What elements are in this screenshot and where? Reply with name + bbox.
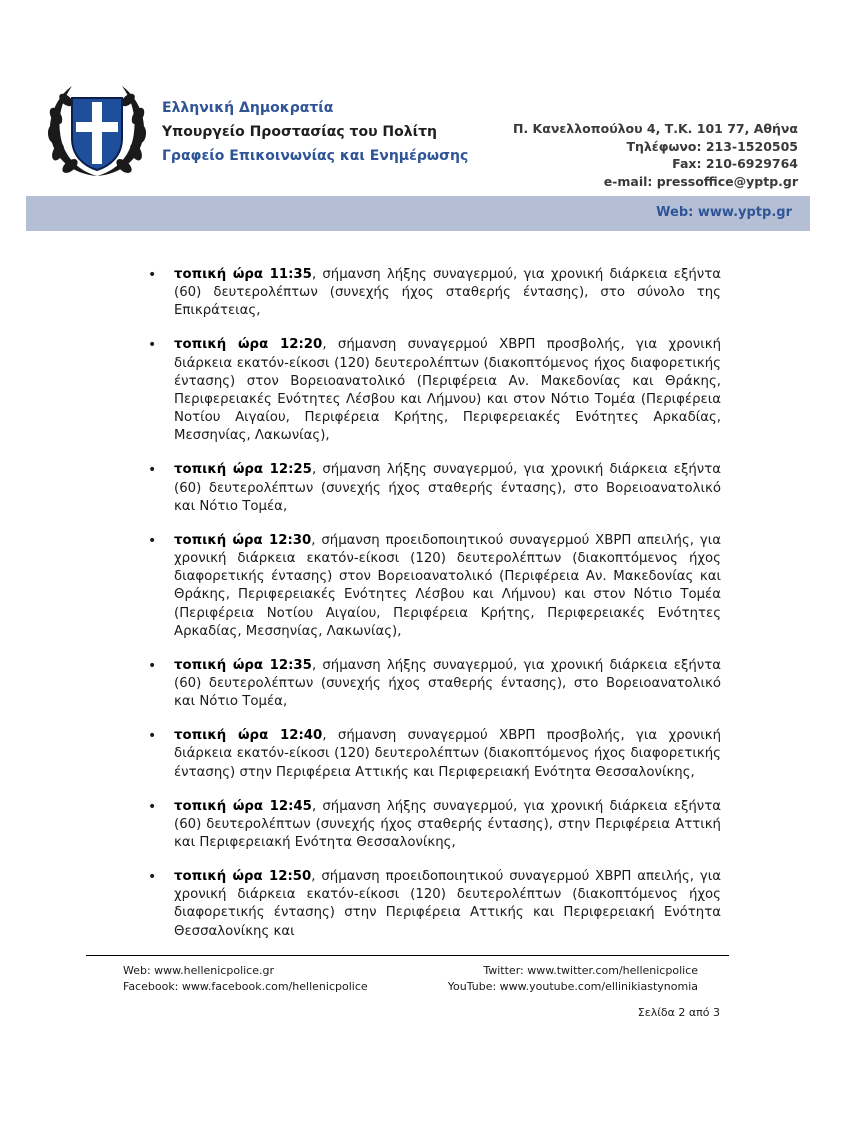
- organization-block: [162, 96, 468, 168]
- item-text: , σήμανση λήξης συναγερμού, για χρονική διάρκεια εξήντα (60) δευτερολέπτων (συνεχής ήχος σταθερής έντασης), στο σύνολο της Επικράτειας,: [174, 267, 721, 319]
- org-ministry: Υπουργείο Προστασίας του Πολίτη: [162, 124, 437, 140]
- contact-address: Π. Κανελλοπούλου 4, Τ.Κ. 101 77, Αθήνα: [513, 121, 798, 136]
- item-time: τοπική ώρα 12:45: [174, 798, 312, 814]
- bullet-icon: •: [148, 337, 157, 354]
- item-time: τοπική ώρα 11:35: [174, 267, 312, 282]
- item-time: τοπική ώρα 12:30: [174, 532, 312, 548]
- item-text: , σήμανση λήξης συναγερμού, για χρονική διάρκεια εξήντα (60) δευτερολέπτων (συνεχής ήχος σταθερής έντασης), στο Βορειοανατολικό και Νότιο Τομέα,: [174, 462, 721, 514]
- bullet-icon: •: [148, 267, 157, 283]
- list-item: [148, 266, 721, 321]
- org-office: Γραφείο Επικοινωνίας και Ενημέρωσης: [162, 148, 469, 164]
- web-link[interactable]: Web: www.yptp.gr: [656, 205, 792, 220]
- item-text: , σήμανση λήξης συναγερμού, για χρονική διάρκεια εξήντα (60) δευτερολέπτων (συνεχής ήχος σταθερής έντασης), στο Βορειοανατολικό και Νότιο Τομέα,: [174, 657, 721, 710]
- org-country: Ελληνική Δημοκρατία: [162, 100, 334, 116]
- alert-schedule-list: [148, 266, 721, 957]
- footer-divider: [86, 955, 729, 956]
- footer-left: [123, 963, 368, 994]
- footer-web-link[interactable]: Web: www.hellenicpolice.gr: [123, 964, 274, 977]
- greek-coat-of-arms-icon: [42, 76, 152, 182]
- item-text: , σήμανση προειδοποιητικού συναγερμού ΧΒΡΠ απειλής, για χρονική διάρκεια εκατόν-είκοσι (120) δευτερολέπτων (διακοπτόμενος ήχος διαφορετικής έντασης) στον Βορειοανατολικό (Περιφέρεια Αν. Μακεδονίας και Θράκης, Περιφερειακές Ενότητες Λέσβου και Λήμνου) και στον Νότιο Τομέα (Περιφέρεια Νοτίου Αιγαίου, Περιφέρεια Κρήτης, Περιφερειακές Ενότητες Αρκαδίας, Μεσσηνίας, Λακωνίας),: [174, 532, 721, 639]
- contact-block: [513, 120, 798, 190]
- item-text: , σήμανση λήξης συναγερμού, για χρονική διάρκεια εξήντα (60) δευτερολέπτων (συνεχής ήχος σταθερής έντασης), στην Περιφέρεια Αττική και Περιφερειακή Ενότητα Θεσσαλονίκης,: [174, 798, 721, 851]
- item-time: τοπική ώρα 12:50: [174, 869, 312, 885]
- contact-email[interactable]: e-mail: pressoffice@yptp.gr: [603, 173, 798, 189]
- list-item: [148, 798, 721, 853]
- contact-fax: Fax: 210-6929764: [672, 156, 798, 171]
- bullet-icon: •: [148, 798, 157, 815]
- footer-right: [448, 963, 698, 994]
- web-banner: [26, 196, 810, 231]
- item-time: τοπική ώρα 12:20: [174, 337, 323, 353]
- page-number: Σελίδα 2 από 3: [637, 1006, 720, 1019]
- footer-facebook-link[interactable]: Facebook: www.facebook.com/hellenicpolice: [123, 979, 368, 993]
- item-text: , σήμανση προειδοποιητικού συναγερμού ΧΒΡΠ απειλής, για χρονική διάρκεια εκατόν-είκοσι (120) δευτερολέπτων (διακοπτόμενος ήχος διαφορετικής έντασης) στην Περιφέρεια Αττικής και Περιφερειακή Ενότητα Θεσσαλονίκης και: [174, 869, 721, 939]
- footer-twitter-link[interactable]: Twitter: www.twitter.com/hellenicpolice: [483, 964, 698, 977]
- list-item: [148, 336, 721, 445]
- list-item: [148, 727, 721, 782]
- list-item: [148, 868, 721, 941]
- bullet-icon: •: [148, 462, 157, 479]
- bullet-icon: •: [148, 532, 157, 549]
- item-time: τοπική ώρα 12:40: [174, 728, 323, 744]
- list-item: [148, 461, 721, 516]
- item-text: , σήμανση συναγερμού ΧΒΡΠ προσβολής, για χρονική διάρκεια εκατόν-είκοσι (120) δευτερολέπτων (διακοπτόμενος ήχος διαφορετικής έντασης) στην Περιφέρεια Αττικής και Περιφερειακή Ενότητα Θεσσαλονίκης,: [174, 728, 721, 780]
- list-item: [148, 532, 721, 641]
- bullet-icon: •: [148, 869, 157, 886]
- footer-youtube-link[interactable]: YouTube: www.youtube.com/ellinikiastynomia: [447, 979, 698, 993]
- contact-phone: Τηλέφωνο: 213-1520505: [626, 138, 798, 154]
- bullet-icon: •: [148, 657, 157, 674]
- bullet-icon: •: [148, 728, 157, 745]
- item-text: , σήμανση συναγερμού ΧΒΡΠ προσβολής, για χρονική διάρκεια εκατόν-είκοσι (120) δευτερολέπτων (διακοπτόμενος ήχος διαφορετικής έντασης) στον Βορειοανατολικό (Περιφέρεια Αν. Μακεδονίας και Θράκης, Περιφερειακές Ενότητες Λέσβου και Λήμνου) και στον Νότιο Τομέα (Περιφέρεια Νοτίου Αιγαίου, Περιφέρεια Κρήτης, Περιφερειακές Ενότητες Αρκαδίας, Μεσσηνίας, Λακωνίας),: [174, 337, 721, 444]
- list-item: [148, 657, 721, 712]
- item-time: τοπική ώρα 12:35: [174, 657, 312, 673]
- item-time: τοπική ώρα 12:25: [174, 462, 312, 478]
